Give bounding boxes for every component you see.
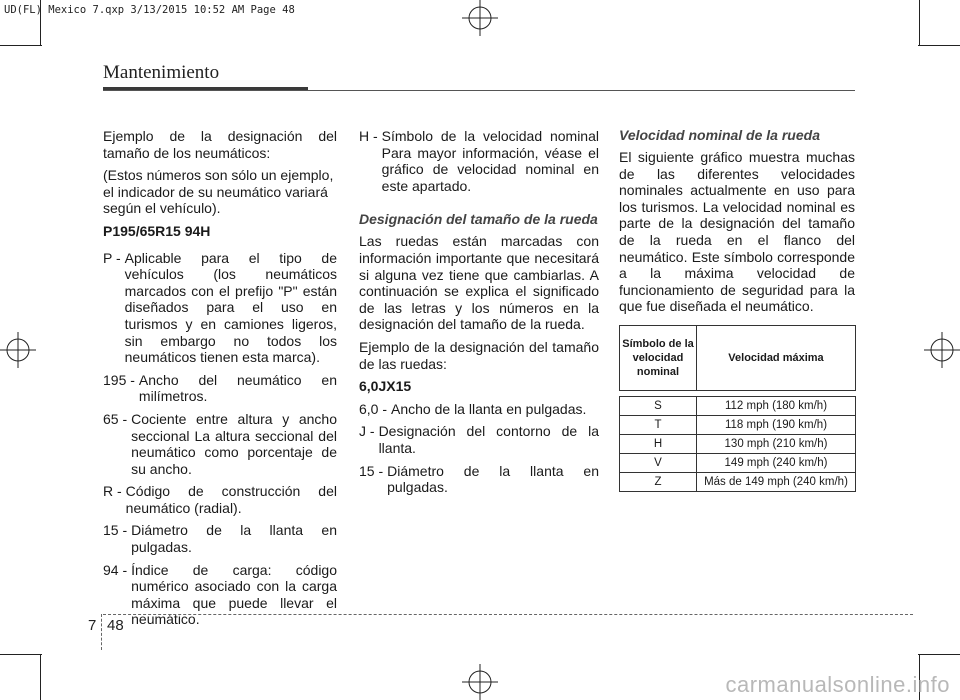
- crop-mark: [918, 654, 960, 655]
- definition-key: 195 -: [103, 371, 135, 388]
- footer-divider: [101, 614, 103, 650]
- speed-symbol-cell: Z: [620, 472, 697, 491]
- max-speed-cell: Más de 149 mph (240 km/h): [697, 472, 856, 491]
- definition-item: [103, 411, 337, 477]
- page-number: 48: [107, 617, 124, 634]
- table-row: [620, 396, 856, 415]
- definition-text: Código de construcción del neumático (radial).: [125, 483, 337, 516]
- definition-item: [103, 522, 337, 555]
- definition-key: 6,0 -: [359, 400, 388, 417]
- definition-key: H -: [359, 128, 378, 144]
- speed-paragraph: El siguiente gráfico muestra muchas de las diferentes velocidades nominales actualmente en uso para los turismos. La velocidad nominal es parte de la designación del tamaño de la rueda en el flanco del neumático. Este símbolo corresponde a la máxima velocidad de funcionamiento de seguridad para la que fue diseñada el neumático.: [619, 149, 855, 315]
- definition-text: Símbolo de la velocidad nominal Para mayor información, véase el gráfico de velocidad nominal en este apartado.: [381, 128, 599, 194]
- crop-mark: [0, 654, 42, 655]
- definition-key: 65 -: [103, 410, 128, 427]
- table-header-cell: Velocidad máxima: [697, 325, 856, 390]
- speed-symbol-cell: S: [620, 396, 697, 415]
- header-rule: [103, 90, 855, 91]
- definition-item: [103, 483, 337, 516]
- definition-key: J -: [359, 423, 375, 440]
- definition-text: Cociente entre altura y ancho seccional La altura seccional del neumático como porcentaje de su ancho.: [131, 410, 337, 477]
- definition-item: [359, 423, 599, 456]
- definition-text: Designación del contorno de la llanta.: [378, 423, 599, 456]
- definition-item: [359, 401, 599, 418]
- note-text: (Estos números son sólo un ejemplo, el indicador de su neumático variará según el vehículo).: [103, 167, 334, 217]
- definition-text: Ancho del neumático en milímetros.: [138, 371, 337, 405]
- column-2: [359, 128, 599, 502]
- table-header-cell: Símbolo de la velocidad nominal: [620, 325, 697, 390]
- column-3: [619, 128, 855, 492]
- definition-text: Aplicable para el tipo de vehículos (los neumáticos marcados con el prefijo "P" están diseñados para el uso en turismos y en camiones ligeros, sin embargo no todos los neumáticos tienen esta marca).: [124, 249, 337, 366]
- definition-key: 15 -: [103, 522, 128, 539]
- definition-key: 94 -: [103, 561, 128, 578]
- definition-item: [103, 562, 337, 628]
- crop-mark: [40, 654, 41, 700]
- table-row: [620, 453, 856, 472]
- chapter-number: 7: [88, 617, 97, 634]
- table-row: [620, 434, 856, 453]
- section-title: Designación del tamaño de la rueda: [359, 211, 598, 228]
- definition-text: Ancho de la llanta en pulgadas.: [391, 400, 587, 417]
- registration-mark-icon: [916, 328, 960, 372]
- registration-mark-icon: [0, 328, 44, 372]
- print-slug: UD(FL) Mexico 7.qxp 3/13/2015 10:52 AM Page 48: [4, 4, 295, 16]
- column-1: [103, 128, 337, 634]
- wheel-example-text: Ejemplo de la designación del tamaño de las ruedas:: [359, 338, 599, 372]
- table-header-row: [620, 325, 856, 390]
- max-speed-cell: 130 mph (210 km/h): [697, 434, 856, 453]
- table-row: [620, 472, 856, 491]
- crop-mark: [919, 0, 920, 46]
- watermark: carmanualsonline.info: [725, 672, 950, 697]
- max-speed-cell: 149 mph (240 km/h): [697, 453, 856, 472]
- max-speed-cell: 112 mph (180 km/h): [697, 396, 856, 415]
- definition-item: [359, 128, 599, 194]
- registration-mark-icon: [458, 656, 502, 700]
- tire-code-definitions: [103, 250, 337, 628]
- definition-text: Diámetro de la llanta en pulgadas.: [387, 462, 599, 496]
- definition-item: [103, 372, 337, 405]
- wheel-paragraph: Las ruedas están marcadas con información importante que necesitará si alguna vez tiene que cambiarlas. A continuación se explica el significado de las letras y los números en la designación del tamaño de la rueda.: [359, 233, 599, 333]
- intro-text: Ejemplo de la designación del tamaño de los neumáticos:: [103, 128, 337, 161]
- footer-rule: [103, 614, 913, 615]
- tire-code: P195/65R15 94H: [103, 222, 211, 239]
- speed-symbol-cell: V: [620, 453, 697, 472]
- wheel-code: 6,0JX15: [359, 378, 412, 395]
- section-title: Velocidad nominal de la rueda: [619, 127, 820, 143]
- speed-symbol-cell: T: [620, 415, 697, 434]
- page-title: Mantenimiento: [103, 62, 220, 83]
- registration-mark-icon: [458, 0, 502, 44]
- definition-text: Diámetro de la llanta en pulgadas.: [131, 522, 337, 556]
- definition-item: [103, 250, 337, 366]
- definition-key: P -: [103, 249, 121, 266]
- wheel-code-definitions: [359, 401, 599, 496]
- crop-mark: [918, 45, 960, 46]
- definition-text: Índice de carga: código numérico asociado con la carga máxima que puede llevar el neumático.: [131, 561, 337, 628]
- max-speed-cell: 118 mph (190 km/h): [697, 415, 856, 434]
- definition-key: R -: [103, 483, 122, 500]
- definition-key: 15 -: [359, 462, 384, 479]
- definition-item: [359, 463, 599, 496]
- speed-rating-table: [619, 325, 856, 492]
- crop-mark: [0, 45, 42, 46]
- table-row: [620, 415, 856, 434]
- speed-symbol-cell: H: [620, 434, 697, 453]
